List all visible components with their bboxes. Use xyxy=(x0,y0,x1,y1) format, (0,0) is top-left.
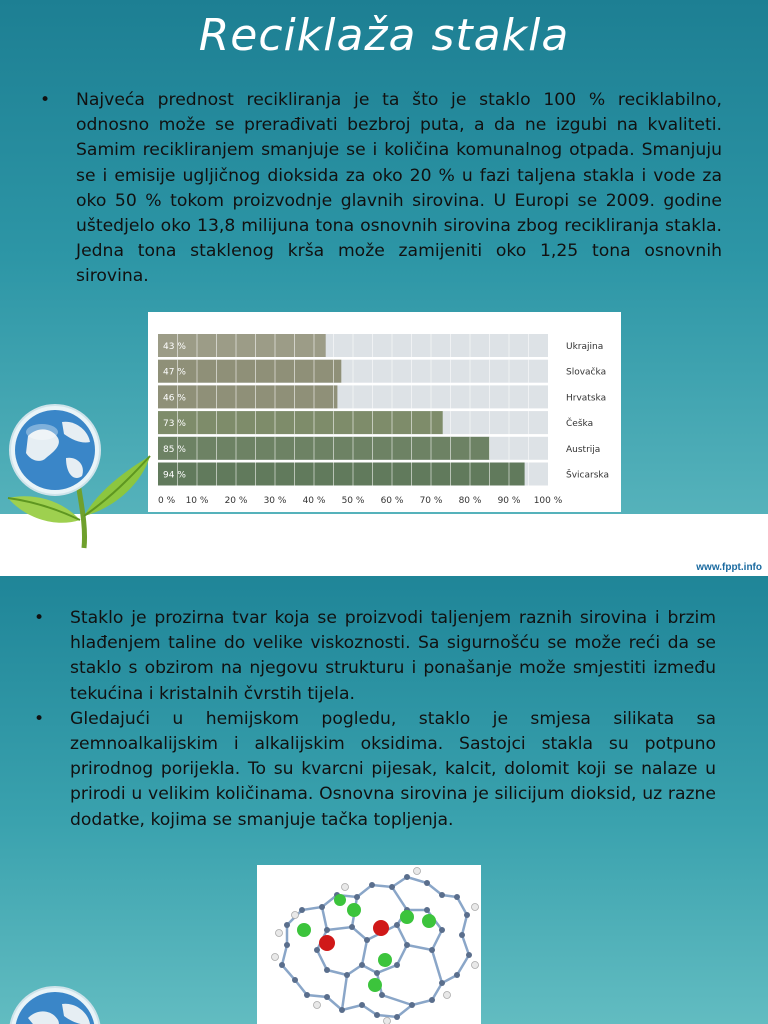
value-label: 46 % xyxy=(163,393,186,404)
x-tick-label: 30 % xyxy=(263,496,287,506)
recycling-bar-chart xyxy=(148,312,621,512)
x-tick-label: 40 % xyxy=(302,496,326,506)
bullet-item xyxy=(34,606,716,707)
category-label: Švicarska xyxy=(566,470,609,481)
bar xyxy=(158,411,443,434)
x-tick-label: 80 % xyxy=(458,496,482,506)
category-label: Hrvatska xyxy=(566,393,607,404)
value-label: 43 % xyxy=(163,342,186,352)
x-tick-label: 70 % xyxy=(419,496,443,506)
x-tick-label: 60 % xyxy=(380,496,404,506)
x-tick-label: 50 % xyxy=(341,496,365,506)
category-label: Ukrajina xyxy=(566,342,604,352)
x-tick-label: 100 % xyxy=(533,496,563,506)
bullet-text: Gledajući u hemijskom pogledu, staklo je smjesa silikata sa zemnoalkalijskim i alkalijskim oksidima. Sastojci stakla su potpuno prirodnog porijekla. To su kvarcni pijesak, kalcit, dolomit koji se nalaze u prirodi u velikim količinama. Osnovna sirovina je silicijum dioksid, uz razne dodatke, kojima se smanjuje tačka topljenja. xyxy=(70,708,716,830)
category-label: Češka xyxy=(566,419,594,430)
bullet-list xyxy=(40,88,722,290)
slide-title: Reciklaža stakla xyxy=(198,10,570,61)
x-tick-label: 0 % xyxy=(158,496,176,506)
value-label: 85 % xyxy=(163,444,186,455)
value-label: 94 % xyxy=(163,470,186,481)
bullet-list xyxy=(34,606,716,833)
slide-2 xyxy=(0,576,768,1024)
value-label: 73 % xyxy=(163,419,186,430)
bullet-dot: • xyxy=(34,608,45,628)
category-label: Austrija xyxy=(566,444,601,455)
x-tick-label: 90 % xyxy=(497,496,521,506)
globe-icon xyxy=(0,398,160,558)
bullet-text: Najveća prednost recikliranja je ta što je staklo 100 % reciklabilno, odnosno može se prerađivati bezbroj puta, a da ne izgubi na kvaliteti. Samim recikliranjem smanjuje se i količina komunalnog otpada. Smanjuju se i emisije ugljičnog dioksida za oko 20 % u fazi taljena stakla i vode za oko 50 % tokom proizvodnje glavnih sirovina. U Europi se 2009. godine uštedjelo oko 13,8 milijuna tona osnovnih sirovina zbog recikliranja stakla. Jedna tona staklenog krša može zamijeniti oko 1,25 tona osnovnih sirovina. xyxy=(76,90,722,287)
bullet-dot: • xyxy=(40,90,51,110)
footer-url: www.fppt.info xyxy=(696,562,762,573)
bullet-text: Staklo je prozirna tvar koja se proizvodi taljenjem raznih sirovina i brzim hlađenjem taline do velike viskoznosti. Sa sigurnošću se može reći da se staklo s obzirom na njegovu strukturu i ponašanje može smjestiti između tekućina i kristalnih čvrstih tijela. xyxy=(70,608,716,704)
globe-icon xyxy=(0,984,120,1024)
bullet-item xyxy=(34,707,716,833)
x-tick-label: 20 % xyxy=(224,496,248,506)
value-label: 47 % xyxy=(163,367,186,378)
bullet-dot: • xyxy=(34,708,45,729)
molecule-image xyxy=(257,865,481,1024)
category-label: Slovačka xyxy=(566,367,607,378)
x-tick-label: 10 % xyxy=(185,496,209,506)
bar xyxy=(158,437,490,460)
bullet-item xyxy=(40,88,722,290)
